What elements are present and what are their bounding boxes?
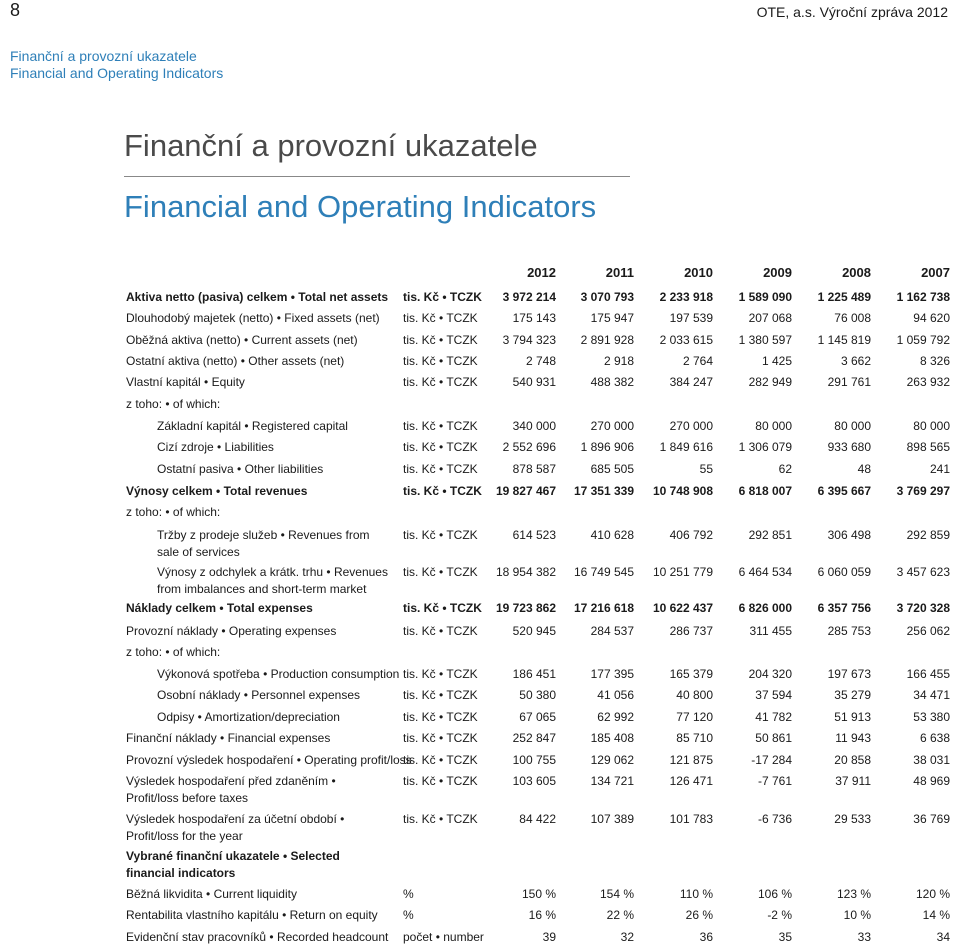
row-label: z toho: • of which: [126,397,221,411]
table-cell: 17 216 618 [573,601,634,615]
table-cell: 50 861 [755,731,792,745]
table-cell: -7 761 [757,774,792,788]
table-cell: 110 % [679,887,713,901]
table-cell: 16 749 545 [573,565,634,579]
table-cell: 2 033 615 [659,333,713,347]
table-cell: 3 457 623 [896,565,950,579]
row-label: Výkonová spotřeba • Production consumption [157,667,400,681]
table-cell: 6 060 059 [817,565,871,579]
table-cell: 1 896 906 [580,440,634,454]
row-unit: tis. Kč • TCZK [403,440,478,454]
table-cell: 40 800 [676,688,713,702]
table-cell: 165 379 [669,667,713,681]
row-unit: tis. Kč • TCZK [403,333,478,347]
table-cell: 34 [936,930,950,944]
page-number: 8 [10,0,21,20]
row-label: Vlastní kapitál • Equity [126,375,245,389]
table-cell: 2 891 928 [580,333,634,347]
table-cell: 11 943 [835,731,871,745]
report-header [757,4,948,20]
table-cell: 285 753 [827,624,871,638]
table-cell: 6 826 000 [738,601,792,615]
table-cell: 38 031 [913,753,950,767]
table-cell: 284 537 [590,624,634,638]
table-cell: 6 464 534 [738,565,792,579]
table-cell: 270 000 [669,419,713,433]
table-cell: 77 120 [676,710,713,724]
row-label: Ostatní pasiva • Other liabilities [157,462,324,476]
row-unit: % [403,908,414,922]
table-cell: 292 859 [906,528,950,542]
table-cell: 1 059 792 [896,333,950,347]
table-cell: 291 761 [827,375,871,389]
table-cell: 186 451 [512,667,556,681]
row-unit: počet • number [403,930,484,944]
table-cell: 410 628 [590,528,634,542]
table-cell: 3 794 323 [502,333,556,347]
table-cell: 126 471 [669,774,713,788]
table-cell: 614 523 [512,528,556,542]
table-cell: 685 505 [590,462,634,476]
table-cell: 18 954 382 [495,565,556,579]
table-cell: 241 [929,462,950,476]
row-unit: tis. Kč • TCZK [403,290,482,304]
table-cell: 540 931 [512,375,556,389]
row-label: Provozní náklady • Operating expenses [126,624,337,638]
row-unit: tis. Kč • TCZK [403,354,478,368]
table-cell: 6 357 756 [817,601,871,615]
row-unit: tis. Kč • TCZK [403,484,482,498]
table-cell: 10 251 779 [652,565,713,579]
table-cell: 17 351 339 [573,484,634,498]
table-cell: 270 000 [590,419,634,433]
row-label: Výsledek hospodaření za účetní období • Profit/loss for the year [126,812,345,843]
table-cell: 306 498 [827,528,871,542]
table-cell: 286 737 [669,624,713,638]
table-cell: 3 662 [840,354,871,368]
table-cell: 26 % [685,908,713,922]
row-unit: tis. Kč • TCZK [403,565,478,579]
row-unit: tis. Kč • TCZK [403,375,478,389]
table-cell: 62 [778,462,792,476]
table-cell: 19 723 862 [495,601,556,615]
table-cell: 256 062 [906,624,950,638]
table-cell: 123 % [836,887,871,901]
row-label: z toho: • of which: [126,645,221,659]
table-cell: 3 769 297 [896,484,950,498]
table-cell: 1 425 [761,354,792,368]
row-label: Vybrané finanční ukazatele • Selected financial indicators [126,849,340,880]
row-label: Základní kapitál • Registered capital [157,419,348,433]
row-label: Odpisy • Amortization/depreciation [157,710,340,724]
table-cell: 84 422 [519,812,556,826]
table-cell: 154 % [599,887,634,901]
table-cell: 282 949 [748,375,792,389]
table-cell: 121 875 [669,753,713,767]
page-subtitle: Financial and Operating Indicators [124,189,597,224]
row-label: Evidenční stav pracovníků • Recorded headcount [126,930,389,944]
table-cell: 103 605 [512,774,556,788]
table-cell: 175 947 [590,311,634,325]
row-unit: tis. Kč • TCZK [403,601,482,615]
table-cell: 340 000 [512,419,556,433]
table-cell: 207 068 [748,311,792,325]
table-cell: 129 062 [590,753,634,767]
table-cell: 34 471 [913,688,950,702]
table-cell: 10 % [843,908,871,922]
table-cell: 3 720 328 [896,601,950,615]
table-cell: 6 818 007 [738,484,792,498]
table-cell: 35 [778,930,792,944]
table-cell: 10 622 437 [652,601,713,615]
year-header: 2011 [605,265,634,280]
table-cell: 1 589 090 [738,290,792,304]
row-label: Finanční náklady • Financial expenses [126,731,331,745]
table-cell: 197 673 [827,667,871,681]
table-cell: 67 065 [519,710,556,724]
year-header: 2012 [527,265,556,280]
row-label: Oběžná aktiva (netto) • Current assets (net) [126,333,358,347]
row-label: Tržby z prodeje služeb • Revenues from sale of services [157,528,370,559]
table-cell: 33 [857,930,871,944]
table-cell: 1 306 079 [738,440,792,454]
table-cell: 1 145 819 [817,333,871,347]
table-cell: 48 [857,462,871,476]
table-cell: 76 008 [834,311,871,325]
table-cell: 520 945 [512,624,556,638]
table-cell: 101 783 [669,812,713,826]
table-cell: 878 587 [512,462,556,476]
table-cell: 85 710 [676,731,713,745]
table-cell: 29 533 [834,812,871,826]
table-cell: 39 [542,930,556,944]
row-label: Běžná likvidita • Current liquidity [126,887,297,901]
table-cell: 51 913 [834,710,871,724]
table-cell: 406 792 [669,528,713,542]
company-name: OTE, a.s. [756,4,816,20]
row-unit: tis. Kč • TCZK [403,419,478,433]
table-cell: 10 748 908 [652,484,713,498]
row-label: Náklady celkem • Total expenses [126,601,313,615]
row-unit: tis. Kč • TCZK [403,753,478,767]
table-cell: 106 % [757,887,792,901]
table-cell: 50 380 [519,688,556,702]
year-header: 2009 [763,265,792,280]
year-header: 2007 [921,265,950,280]
table-cell: 488 382 [590,375,634,389]
table-cell: 2 764 [682,354,713,368]
table-cell: 175 143 [512,311,556,325]
row-label: Cizí zdroje • Liabilities [157,440,274,454]
row-unit: tis. Kč • TCZK [403,462,478,476]
table-cell: 177 395 [590,667,634,681]
table-cell: 22 % [606,908,634,922]
table-cell: 185 408 [590,731,634,745]
table-cell: 8 326 [919,354,950,368]
table-cell: 41 782 [755,710,792,724]
row-label: Osobní náklady • Personnel expenses [157,688,360,702]
row-unit: tis. Kč • TCZK [403,812,478,826]
table-cell: 3 070 793 [580,290,634,304]
table-cell: 80 000 [834,419,871,433]
row-unit: tis. Kč • TCZK [403,667,478,681]
row-label: Aktiva netto (pasiva) celkem • Total net assets [126,290,389,304]
table-cell: 62 992 [597,710,634,724]
row-unit: tis. Kč • TCZK [403,731,478,745]
row-unit: tis. Kč • TCZK [403,710,478,724]
row-unit: tis. Kč • TCZK [403,624,478,638]
row-label: Výsledek hospodaření před zdaněním • Profit/loss before taxes [126,774,336,805]
breadcrumb-en: Financial and Operating Indicators [10,65,224,81]
year-header: 2010 [684,265,713,280]
row-unit: % [403,887,414,901]
table-cell: -17 284 [751,753,792,767]
table-cell: 80 000 [913,419,950,433]
table-cell: 120 % [915,887,950,901]
table-cell: 311 455 [749,624,792,638]
table-cell: 1 162 738 [896,290,950,304]
table-cell: 292 851 [748,528,792,542]
table-cell: 19 827 467 [495,484,556,498]
table-cell: 37 911 [835,774,871,788]
page-title: Finanční a provozní ukazatele [124,128,538,163]
table-cell: 1 380 597 [738,333,792,347]
row-label: Rentabilita vlastního kapitálu • Return on equity [126,908,378,922]
table-cell: 150 % [521,887,556,901]
row-unit: tis. Kč • TCZK [403,528,478,542]
row-label: Ostatní aktiva (netto) • Other assets (net) [126,354,345,368]
table-cell: 204 320 [748,667,792,681]
table-cell: 53 380 [913,710,950,724]
table-cell: 134 721 [590,774,634,788]
table-cell: 2 748 [525,354,556,368]
row-unit: tis. Kč • TCZK [403,688,478,702]
table-cell: 263 932 [906,375,950,389]
table-cell: 100 755 [512,753,556,767]
table-cell: 32 [620,930,634,944]
table-cell: 2 233 918 [659,290,713,304]
breadcrumb [10,48,223,82]
table-cell: 80 000 [755,419,792,433]
table-cell: -6 736 [757,812,792,826]
table-cell: 14 % [922,908,950,922]
table-cell: 1 849 616 [659,440,713,454]
table-cell: 55 [699,462,713,476]
table-cell: 36 [699,930,713,944]
table-cell: 48 969 [913,774,950,788]
table-cell: 6 395 667 [817,484,871,498]
title-divider [124,176,630,177]
table-cell: 252 847 [512,731,556,745]
table-cell: 37 594 [755,688,792,702]
table-cell: 933 680 [827,440,871,454]
row-label: Provozní výsledek hospodaření • Operating profit/loss [126,753,412,767]
table-cell: 197 539 [669,311,713,325]
row-label: z toho: • of which: [126,505,221,519]
row-label: Výnosy z odchylek a krátk. trhu • Revenues from imbalances and short-term market [157,565,388,596]
table-cell: 41 056 [597,688,634,702]
breadcrumb-cz: Finanční a provozní ukazatele [10,48,197,64]
table-cell: 3 972 214 [502,290,556,304]
row-label: Výnosy celkem • Total revenues [126,484,308,498]
table-cell: 36 769 [913,812,950,826]
row-label: Dlouhodobý majetek (netto) • Fixed assets (net) [126,311,380,325]
table-cell: 107 389 [590,812,634,826]
table-cell: 166 455 [906,667,950,681]
table-cell: -2 % [767,908,792,922]
table-cell: 384 247 [669,375,713,389]
table-cell: 2 918 [603,354,634,368]
table-cell: 20 858 [834,753,871,767]
table-cell: 35 279 [834,688,871,702]
table-cell: 6 638 [919,731,950,745]
row-unit: tis. Kč • TCZK [403,311,478,325]
report-name: Výroční zpráva 2012 [819,4,948,20]
table-cell: 16 % [528,908,556,922]
table-cell: 1 225 489 [817,290,871,304]
table-cell: 898 565 [906,440,950,454]
table-cell: 94 620 [913,311,950,325]
row-unit: tis. Kč • TCZK [403,774,478,788]
table-cell: 2 552 696 [502,440,556,454]
year-header: 2008 [842,265,871,280]
